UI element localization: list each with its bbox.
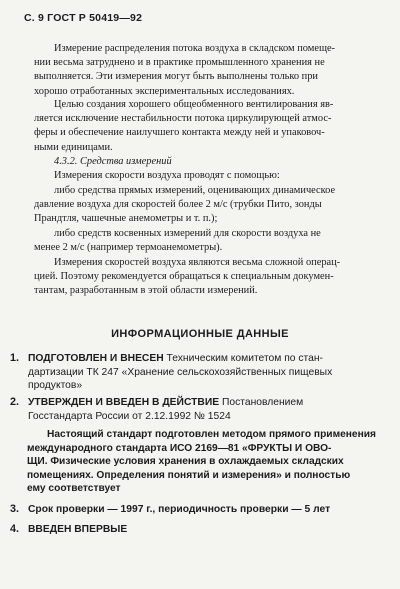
text-line: помещениях. Определения понятий и измерения» и полностью (27, 469, 351, 481)
item-text: продуктов» (28, 380, 83, 392)
item-body (28, 352, 392, 393)
standard-note (27, 428, 387, 496)
text-line: международного стандарта ИСО 2169—81 «ФРУКТЫ И ОВО- (27, 442, 332, 454)
text-line: Измерения скорости воздуха проводят с помощью: (54, 170, 280, 181)
item-number: 2. (10, 396, 20, 408)
item-text: Срок проверки — 1997 г., периодичность проверки — 5 лет (28, 504, 331, 515)
text-line: цией. Поэтому рекомендуется обращаться к специальным докумен- (34, 271, 334, 283)
item-lead: ПОДГОТОВЛЕН И ВНЕСЕН (28, 353, 164, 364)
text-line: ными единицами. (34, 141, 113, 153)
paragraph-indirect-means (34, 227, 384, 255)
text-line: нии весьма затруднено и в практике промышленного хранения не (34, 57, 325, 69)
text-line: ему соответствует (27, 483, 121, 495)
text-line: выполняется. Эти измерения могут быть выполнены только при (34, 71, 318, 83)
paragraph-measurement-intro (34, 169, 384, 183)
text-line: Измерение распределения потока воздуха в складском помеще- (54, 43, 336, 54)
info-title: ИНФОРМАЦИОННЫЕ ДАННЫЕ (111, 328, 289, 340)
paragraph-air-distribution (34, 42, 384, 99)
item-number: 4. (10, 523, 20, 535)
item-text: Постановлением (219, 397, 304, 408)
page-header: С. 9 ГОСТ Р 50419—92 (24, 12, 143, 24)
text-line: Целью создания хорошего общеобменного вентилирования яв- (54, 99, 334, 110)
text-line: менее 2 м/с (например термоанемометры). (34, 242, 223, 254)
item-body (28, 396, 392, 423)
text-line: Измерения скоростей воздуха являются весьма сложной операц- (54, 257, 341, 268)
text-line: давление воздуха для скоростей более 2 м/с (трубки Пито, зонды (34, 199, 322, 211)
item-lead: УТВЕРЖДЕН И ВВЕДЕН В ДЕЙСТВИЕ (28, 397, 220, 408)
item-text: Техническим комитетом по стан- (163, 353, 323, 364)
item-number: 3. (10, 503, 20, 515)
paragraph-direct-means (34, 184, 384, 227)
text-line: либо средства прямых измерений, оценивающих динамическое (54, 185, 336, 196)
text-line: либо средств косвенных измерений для скорости воздуха не (54, 228, 321, 239)
paragraph-complexity (34, 256, 384, 299)
item-text: Госстандарта России от 2.12.1992 № 1524 (28, 410, 231, 422)
text-line: феры и обеспечение наилучшего контакта между ней и упаковоч- (34, 127, 325, 139)
section-heading (34, 155, 384, 169)
item-text: дартизации ТК 247 «Хранение сельскохозяйственных пищевых (28, 366, 333, 378)
text-line: ЩИ. Физические условия хранения в охлаждаемых складских (27, 456, 344, 468)
text-line: Прандтля, чашечные анемометры и т. п.); (34, 213, 218, 225)
text-line: Настоящий стандарт подготовлен методом прямого применения (47, 429, 376, 440)
item-number: 1. (10, 352, 20, 364)
text-line: ляется исключение нестабильности потока циркулирующей атмос- (34, 113, 332, 125)
text-line: тантам, разработанным в этой области измерений. (34, 285, 258, 297)
item-text: ВВЕДЕН ВПЕРВЫЕ (28, 524, 128, 535)
text-line: хорошо отработанных экспериментальных исследованиях. (34, 85, 295, 97)
paragraph-ventilation-goal (34, 98, 384, 155)
section-heading-text: 4.3.2. Средства измерений (54, 156, 172, 167)
